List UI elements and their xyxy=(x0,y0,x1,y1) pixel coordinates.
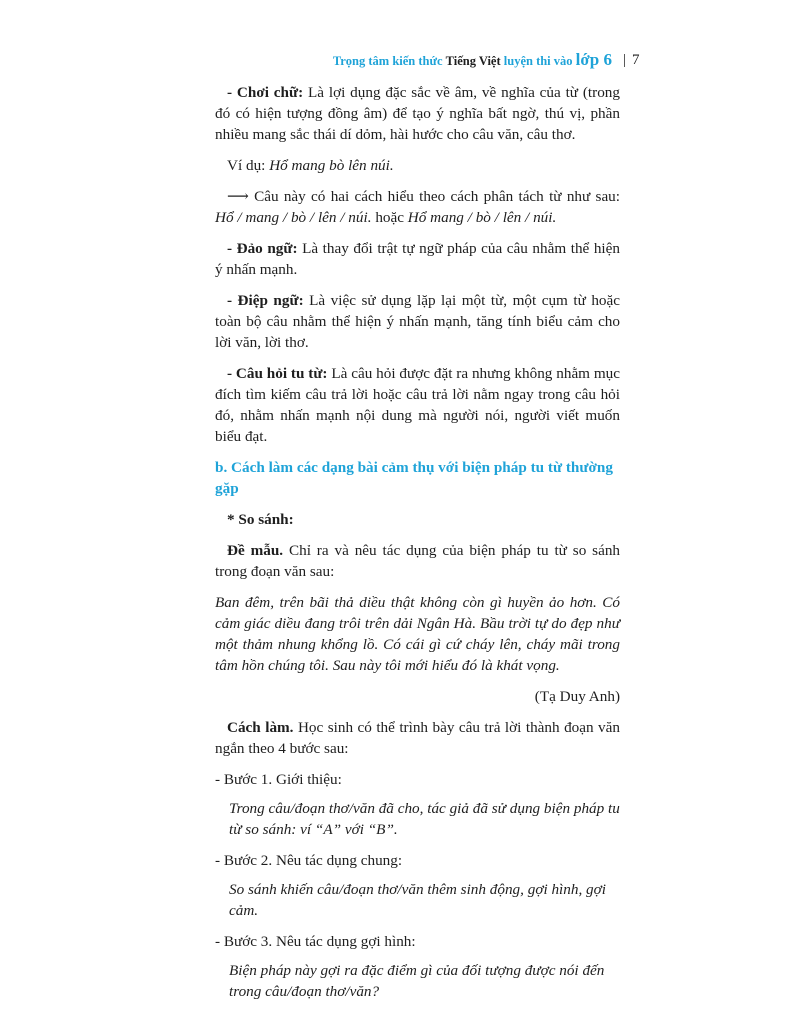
step-1-detail: Trong câu/đoạn thơ/văn đã cho, tác giả đã sử dụng biện pháp tu từ so sánh: ví “A” với “B”. xyxy=(229,800,620,838)
sample-passage: Ban đêm, trên bãi thả diều thật không còn gì huyền ảo hơn. Có cảm giác diều đang trôi trên dải Ngân Hà. Bầu trời tự do đẹp như một thảm nhung khổng lồ. Có cái gì cứ cháy lên, cháy mãi trong tâm hồn chúng tôi. Sau này tôi mới hiểu đó là khát vọng. xyxy=(215,594,620,674)
page-number-value: 7 xyxy=(632,52,640,68)
text-cach-lam: Học sinh có thể trình bày câu trả lời thành đoạn văn ngắn theo 4 bước sau: xyxy=(215,719,620,757)
paragraph-diep-ngu xyxy=(215,290,620,353)
paragraph-dao-ngu xyxy=(215,238,620,280)
paragraph-cach-lam xyxy=(215,717,620,759)
passage-author: (Tạ Duy Anh) xyxy=(534,688,620,705)
arrow-text: ⟶ Câu này có hai cách hiểu theo cách phân tách từ như sau: xyxy=(227,188,620,205)
step-3-label: - Bước 3. Nêu tác dụng gợi hình: xyxy=(215,933,416,950)
header-grade: lớp 6 xyxy=(575,50,612,69)
subheading-so-sanh: * So sánh: xyxy=(227,511,294,528)
header-part3: luyện thi vào xyxy=(503,54,573,68)
text-cau-hoi-tu-tu: Là câu hỏi được đặt ra nhưng không nhằm mục đích tìm kiếm câu trả lời hoặc câu trả lời nằm ngay trong câu hỏi đó, nhằm nhấn mạnh nội dung mà người nói, người viết muốn biểu đạt. xyxy=(215,365,620,445)
paragraph-choi-chu xyxy=(215,82,620,145)
step-3-detail: Biện pháp này gợi ra đặc điểm gì của đối tượng được nói đến trong câu/đoạn thơ/văn? xyxy=(229,962,605,1000)
text-dao-ngu: Là thay đổi trật tự ngữ pháp của câu nhằm thể hiện ý nhấn mạnh. xyxy=(215,240,620,278)
arrow-example-2: Hổ mang / bò / lên / núi. xyxy=(407,209,557,226)
text-choi-chu: Là lợi dụng đặc sắc về âm, về nghĩa của từ (trong đó có hiện tượng đồng âm) để tạo ý nghĩa bất ngờ, thú vị, phần nhiều mang sắc thái dí dỏm, hài hước cho câu văn, câu thơ. xyxy=(215,84,620,143)
term-de-mau: Đề mẫu. xyxy=(227,542,284,559)
page-number xyxy=(623,50,640,70)
vi-du-example: Hổ mang bò lên núi. xyxy=(269,157,394,174)
text-de-mau: Chỉ ra và nêu tác dụng của biện pháp tu từ so sánh trong đoạn văn sau: xyxy=(215,542,621,580)
page-body xyxy=(215,82,620,1012)
term-dao-ngu: - Đảo ngữ: xyxy=(227,240,298,257)
vi-du-label: Ví dụ: xyxy=(227,157,270,174)
term-diep-ngu: - Điệp ngữ: xyxy=(227,292,304,309)
arrow-example-1: Hổ / mang / bò / lên / núi. xyxy=(215,209,372,226)
paragraph-de-mau xyxy=(215,540,620,582)
paragraph-cau-hoi-tu-tu xyxy=(215,363,620,447)
header-part1: Trọng tâm kiến thức xyxy=(332,54,443,68)
step-2-detail: So sánh khiến câu/đoạn thơ/văn thêm sinh động, gợi hình, gợi cảm. xyxy=(229,881,606,919)
text-diep-ngu: Là việc sử dụng lặp lại một từ, một cụm từ hoặc toàn bộ câu nhằm thể hiện ý nhấn mạnh, tăng tính biểu cảm cho lời văn, lời thơ. xyxy=(215,292,620,351)
step-1-label: - Bước 1. Giới thiệu: xyxy=(215,771,342,788)
header-part2: Tiếng Việt xyxy=(445,54,501,68)
section-heading: b. Cách làm các dạng bài cảm thụ với biện pháp tu từ thường gặp xyxy=(215,459,613,497)
paragraph-arrow xyxy=(215,186,620,228)
arrow-mid: hoặc xyxy=(371,209,408,226)
step-2-label: - Bước 2. Nêu tác dụng chung: xyxy=(215,852,403,869)
paragraph-vi-du xyxy=(215,155,620,176)
page-number-divider: | xyxy=(623,52,627,68)
term-cach-lam: Cách làm. xyxy=(227,719,294,736)
term-choi-chu: - Chơi chữ: xyxy=(227,84,304,101)
term-cau-hoi-tu-tu: - Câu hỏi tu từ: xyxy=(227,365,328,382)
running-header xyxy=(333,50,612,71)
